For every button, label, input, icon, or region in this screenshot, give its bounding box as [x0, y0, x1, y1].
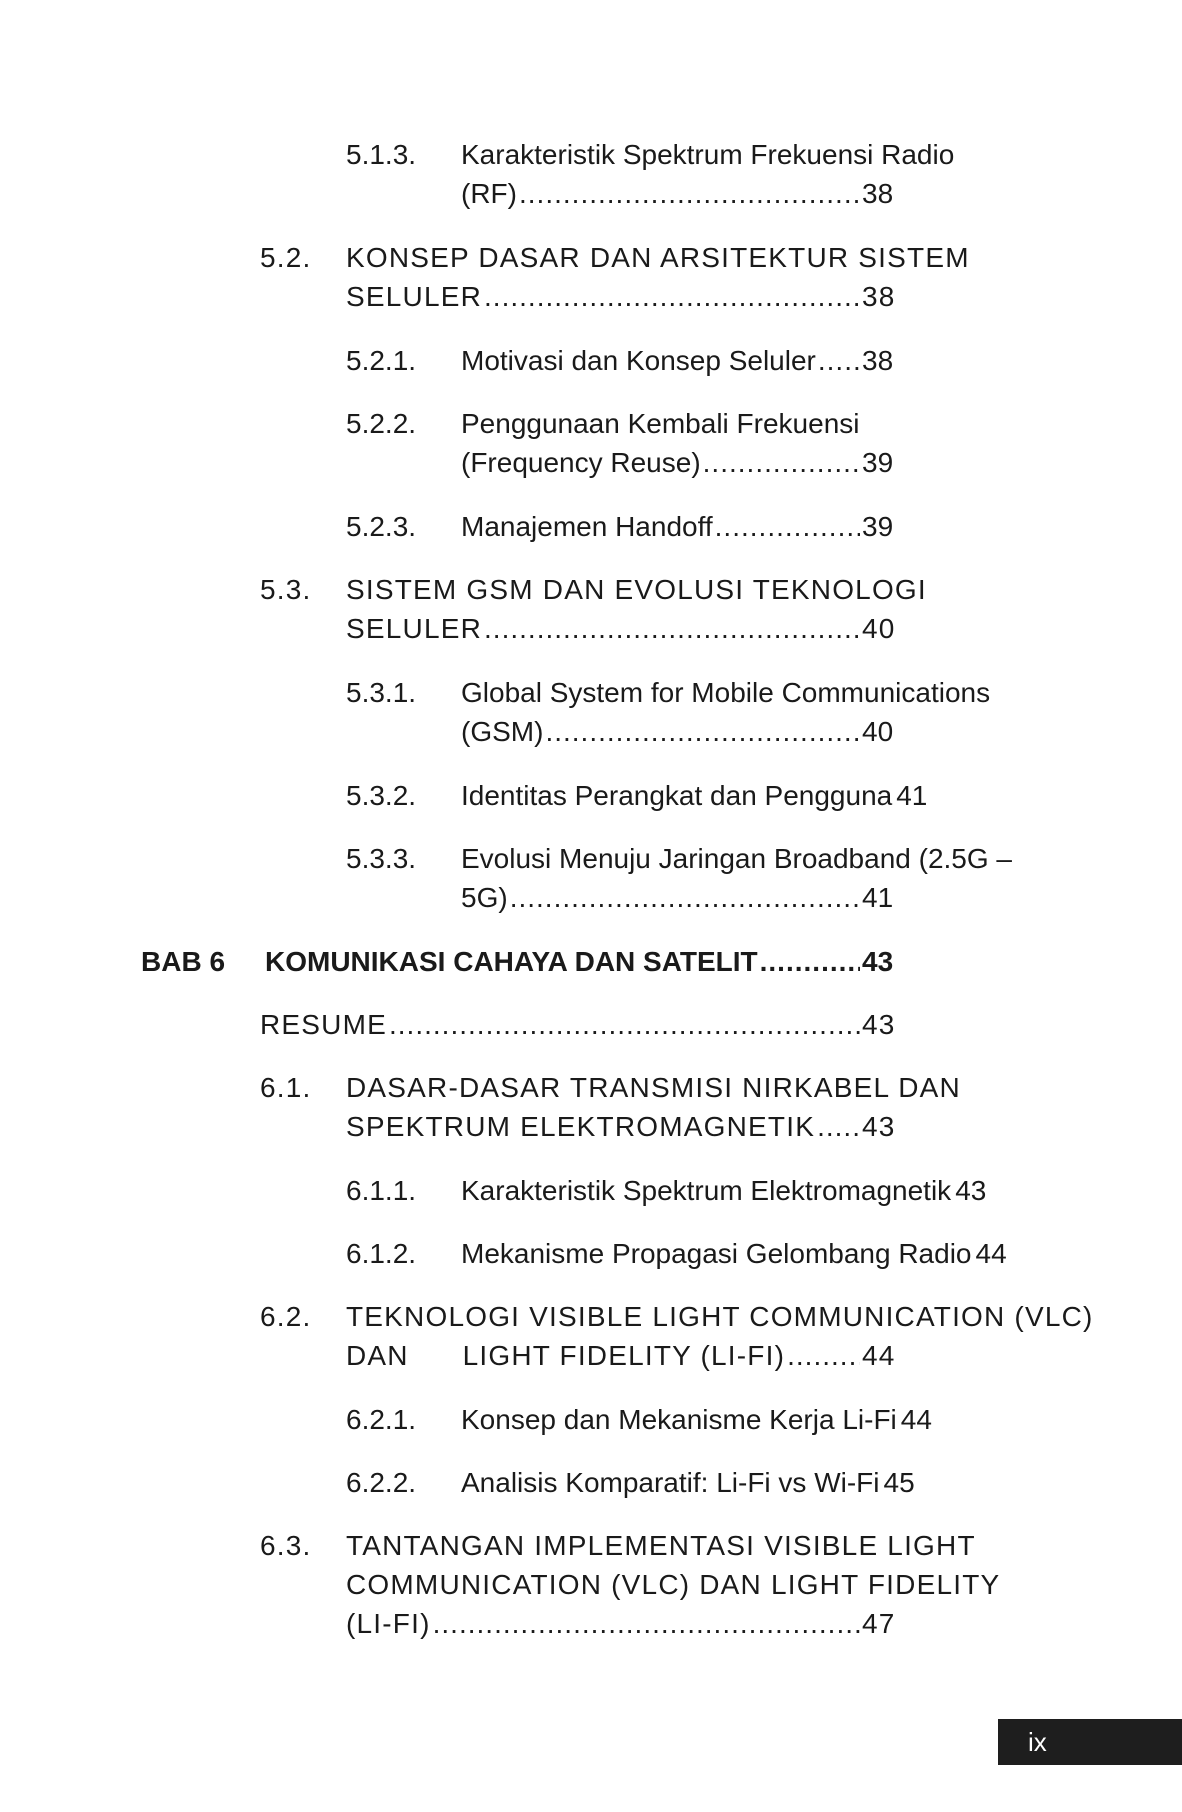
entry-number: 6.2.2.: [346, 1467, 417, 1498]
entry-title-line: TEKNOLOGI VISIBLE LIGHT COMMUNICATION (VLC): [346, 1301, 1094, 1332]
entry-number: 5.1.3.: [346, 139, 417, 170]
dot-leader: [703, 443, 860, 482]
entry-title-line: SELULER: [346, 613, 483, 644]
entry-title-line: KONSEP DASAR DAN ARSITEKTUR SISTEM: [346, 242, 970, 273]
page-number: 38: [862, 178, 894, 209]
dot-leader: [519, 174, 860, 213]
page-number: 43: [955, 1175, 987, 1206]
entry-title-line: Karakteristik Spektrum Frekuensi Radio: [461, 139, 955, 170]
dot-leader: [484, 277, 860, 316]
dot-leader: [433, 1604, 860, 1643]
page-number: 44: [900, 1404, 932, 1435]
entry-title-line: Mekanisme Propagasi Gelombang Radio: [461, 1238, 972, 1269]
page-number: 41: [896, 780, 928, 811]
page-number: 43: [862, 1111, 896, 1142]
entry-number: 6.1.1.: [346, 1175, 417, 1206]
entry-number: 5.2.2.: [346, 408, 417, 439]
entry-title-line: Global System for Mobile Communications: [461, 677, 991, 708]
entry-title-line: DASAR-DASAR TRANSMISI NIRKABEL DAN: [346, 1072, 961, 1103]
entry-title-line: Manajemen Handoff: [461, 511, 713, 542]
page-number: 40: [862, 613, 896, 644]
page-number: 43: [862, 1009, 896, 1040]
dot-leader: [818, 341, 860, 380]
dot-leader: [545, 712, 860, 751]
entry-number: 6.2.1.: [346, 1404, 417, 1435]
entry-title-line: Konsep dan Mekanisme Kerja Li-Fi: [461, 1404, 897, 1435]
page-number: 47: [862, 1608, 896, 1639]
page-number: 41: [862, 882, 894, 913]
page-number: 43: [862, 946, 894, 977]
entry-title-line: Karakteristik Spektrum Elektromagnetik: [461, 1175, 952, 1206]
entry-title-line: (LI-FI): [346, 1608, 431, 1639]
entry-title-line: SISTEM GSM DAN EVOLUSI TEKNOLOGI: [346, 574, 927, 605]
entry-number: 5.3.3.: [346, 843, 417, 874]
page-number: 44: [862, 1340, 896, 1371]
entry-number: 5.3.2.: [346, 780, 417, 811]
entry-title-line: (GSM): [461, 716, 544, 747]
dot-leader: [389, 1005, 860, 1044]
entry-title-line: 5G): [461, 882, 508, 913]
entry-title-line: Identitas Perangkat dan Pengguna: [461, 780, 893, 811]
page-number: 39: [862, 447, 894, 478]
dot-leader: [760, 942, 860, 981]
page-number: 38: [862, 345, 894, 376]
entry-number: 6.2.: [260, 1301, 312, 1332]
entry-number: 6.1.2.: [346, 1238, 417, 1269]
dot-leader: [715, 507, 860, 546]
entry-title-line: (RF): [461, 178, 517, 209]
dot-leader: [510, 878, 860, 917]
entry-number: 5.3.1.: [346, 677, 417, 708]
page-number: 38: [862, 281, 896, 312]
dot-leader: [787, 1336, 860, 1375]
chapter-title: KOMUNIKASI CAHAYA DAN SATELIT: [265, 946, 758, 977]
entry-title-line: Motivasi dan Konsep Seluler: [461, 345, 816, 376]
entry-title-line: Penggunaan Kembali Frekuensi: [461, 408, 860, 439]
page-number: 40: [862, 716, 894, 747]
page-number: 39: [862, 511, 894, 542]
chapter-number: BAB 6: [141, 946, 226, 977]
entry-number: 6.3.: [260, 1530, 312, 1561]
entry-title-line: Evolusi Menuju Jaringan Broadband (2.5G –: [461, 843, 1013, 874]
entry-number: 5.2.3.: [346, 511, 417, 542]
roman-page-number: ix: [1028, 1727, 1047, 1757]
entry-title-line: SELULER: [346, 281, 483, 312]
entry-title-line: Analisis Komparatif: Li-Fi vs Wi-Fi: [461, 1467, 880, 1498]
entry-number: 6.1.: [260, 1072, 312, 1103]
entry-number: 5.2.1.: [346, 345, 417, 376]
entry-title-line: SPEKTRUM ELEKTROMAGNETIK: [346, 1111, 816, 1142]
entry-title-line: TANTANGAN IMPLEMENTASI VISIBLE LIGHT: [346, 1530, 976, 1561]
entry-title-line: RESUME: [260, 1009, 387, 1040]
page-number-tab: [998, 1719, 1182, 1765]
dot-leader: [817, 1107, 860, 1146]
page-number: 44: [975, 1238, 1007, 1269]
entry-title-line: DAN LIGHT FIDELITY (LI-FI): [346, 1340, 786, 1371]
entry-title-line: COMMUNICATION (VLC) DAN LIGHT FIDELITY: [346, 1569, 1001, 1600]
page-number: 45: [883, 1467, 915, 1498]
dot-leader: [484, 609, 860, 648]
entry-number: 5.3.: [260, 574, 312, 605]
entry-title-line: (Frequency Reuse): [461, 447, 701, 478]
entry-number: 5.2.: [260, 242, 312, 273]
